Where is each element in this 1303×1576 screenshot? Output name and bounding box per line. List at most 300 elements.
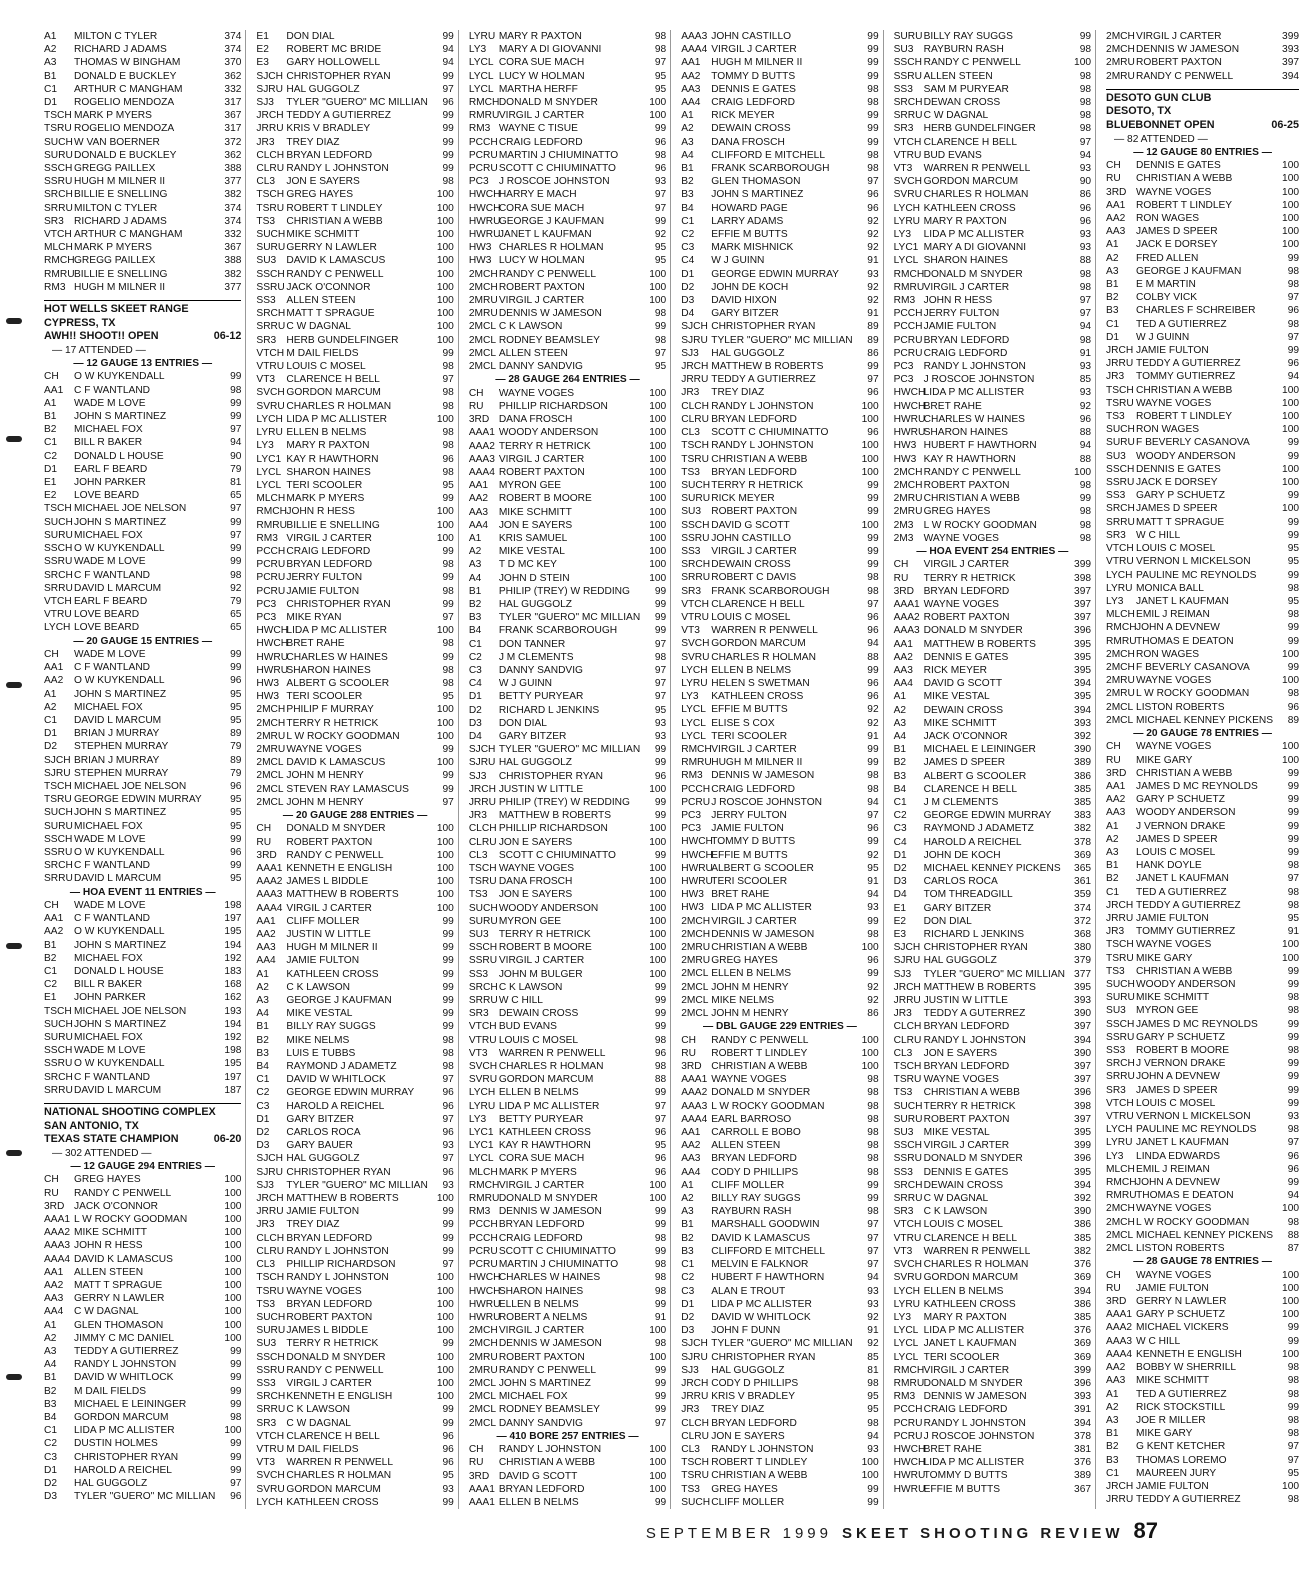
class-code: JRRU [1106, 1494, 1134, 1506]
shooter-name: CHRISTOPHER RYAN [498, 770, 603, 782]
score: 100 [436, 717, 454, 729]
attendance: — 82 ATTENDED — [1114, 133, 1208, 145]
score: 397 [1074, 585, 1092, 597]
score: 99 [1287, 1097, 1300, 1109]
shooter-name: JAMES D SPEER [1136, 503, 1218, 515]
shooter-name: DAVID W WHITLOCK [286, 1074, 386, 1086]
class-code: A1 [44, 397, 57, 409]
shooter-name: MELVIN E FALKNOR [711, 1259, 809, 1271]
result-row [681, 439, 878, 452]
shooter-name: MARK P MYERS [498, 1166, 577, 1178]
result-row [44, 806, 241, 819]
shooter-name: RANDY L JOHNSTON [711, 1443, 814, 1455]
class-code: B1 [44, 1372, 57, 1384]
result-row [44, 70, 241, 83]
class-code: E1 [256, 31, 269, 42]
shooter-name: DONALD M SNYDER [923, 1153, 1023, 1165]
result-row [256, 360, 453, 373]
result-row [1106, 1388, 1299, 1401]
shooter-name: GORDON MARCUM [74, 1412, 169, 1424]
result-row [44, 175, 241, 188]
score: 93 [867, 268, 879, 280]
class-code: SSCH [256, 268, 285, 280]
result-row [681, 585, 878, 598]
shooter-name: RAYBURN RASH [923, 44, 1004, 56]
class-code: SJRU [681, 1351, 708, 1363]
result-row [894, 56, 1091, 69]
score: 65 [230, 490, 242, 502]
result-row [469, 941, 666, 954]
score: 89 [1287, 714, 1300, 726]
class-code: JR3 [681, 387, 700, 399]
results-column [1102, 30, 1303, 1509]
score: 100 [649, 929, 667, 941]
shooter-name: JOHN M BULGER [498, 968, 583, 980]
score: 92 [867, 1311, 879, 1323]
result-row [894, 558, 1091, 571]
shooter-name: KENNETH E ENGLISH [286, 1391, 393, 1403]
shooter-name: SHARON HAINES [923, 255, 1008, 267]
result-row [256, 1034, 453, 1047]
class-code: 2MCL [681, 1008, 709, 1020]
score: 99 [1287, 1335, 1300, 1347]
shooter-name: JAMES D MC REYNOLDS [1136, 1018, 1258, 1030]
result-row [44, 899, 241, 912]
score: 100 [436, 1311, 454, 1323]
class-code: C2 [44, 450, 58, 462]
class-code: SR3 [893, 1206, 914, 1218]
result-row [1106, 186, 1299, 199]
result-row [469, 1364, 666, 1377]
shooter-name: RANDY L JOHNSTON [286, 163, 389, 175]
score: 100 [649, 836, 667, 848]
score: 99 [442, 149, 454, 161]
shooter-name: DENNIS W JAMESON [1136, 44, 1240, 56]
shooter-name: LOVE BEARD [74, 490, 140, 502]
result-row [469, 1139, 666, 1152]
result-row [256, 611, 453, 624]
score: 99 [442, 942, 454, 954]
shooter-name: E M MARTIN [1136, 279, 1196, 291]
result-row [681, 1271, 878, 1284]
result-row [1106, 1374, 1299, 1387]
result-row [256, 254, 453, 267]
shooter-name: MARK P MYERS [74, 110, 152, 122]
shooter-name: WAYNE VOGES [498, 863, 575, 874]
result-row [1106, 318, 1299, 331]
shooter-name: DONALD M SNYDER [923, 268, 1023, 280]
result-row [681, 967, 878, 980]
score: 97 [442, 1113, 454, 1125]
score: 99 [230, 556, 242, 568]
score: 97 [1287, 292, 1300, 304]
shooter-name: ELLEN B NELMS [286, 427, 367, 439]
score: 98 [442, 427, 454, 439]
score: 100 [861, 466, 879, 478]
score: 99 [230, 1359, 242, 1371]
shooter-name: WADE M LOVE [74, 397, 146, 409]
result-row [894, 175, 1091, 188]
shooter-name: MARY A DI GIOVANNI [923, 242, 1027, 254]
shooter-name: JAMES L BIDDLE [286, 1325, 369, 1337]
score: 98 [1079, 44, 1092, 56]
shooter-name: WAYNE VOGES [1136, 186, 1212, 198]
shooter-name: GORDON MARCUM [498, 1074, 594, 1086]
score: 98 [1079, 506, 1092, 518]
score: 100 [861, 453, 879, 465]
class-code: D1 [44, 728, 58, 740]
score: 99 [230, 371, 242, 383]
class-code: SSCH [1106, 463, 1135, 475]
shooter-name: WOODY ANDERSON [498, 427, 599, 439]
score: 96 [442, 1100, 454, 1112]
score: 95 [867, 1404, 879, 1416]
shooter-name: SCOTT C CHIUMINATTO [498, 163, 616, 175]
class-code: 2MCL [1106, 701, 1134, 713]
shooter-name: DONALD E BUCKLEY [74, 149, 177, 161]
shooter-name: WAYNE VOGES [498, 387, 575, 399]
result-row [256, 492, 453, 505]
shooter-name: MARY A DI GIOVANNI [498, 44, 602, 56]
class-code: MLCH [1106, 609, 1135, 621]
shooter-name: ALBERT G SCOOLER [286, 677, 390, 689]
score: 95 [654, 361, 667, 373]
result-row [681, 1377, 878, 1390]
result-row [1106, 833, 1299, 846]
shooter-name: TEDDY A GUTIERREZ [711, 374, 816, 386]
shooter-name: CHRISTIAN A WEBB [923, 1087, 1020, 1099]
result-row [1106, 199, 1299, 212]
class-code: HWRU [893, 1483, 926, 1495]
result-row [469, 1152, 666, 1165]
score: 95 [1287, 543, 1300, 555]
class-code: B3 [681, 1245, 694, 1257]
score: 94 [442, 44, 454, 56]
score: 391 [1074, 1404, 1092, 1416]
result-row [894, 466, 1091, 479]
score: 99 [1287, 345, 1300, 357]
class-code: AAA4 [256, 902, 283, 914]
class-code: CH [44, 1174, 59, 1186]
result-row [469, 281, 666, 294]
class-code: HW3 [468, 242, 492, 254]
class-code: CH [1106, 1269, 1121, 1281]
shooter-name: CHARLES R HOLMAN [711, 651, 816, 663]
class-code: LY3 [256, 440, 274, 452]
score: 99 [230, 860, 242, 872]
result-row [256, 268, 453, 281]
shooter-name: MARY R PAXTON [286, 440, 370, 452]
result-row [44, 1305, 241, 1318]
score: 96 [230, 675, 242, 687]
shooter-name: ELLEN B NELMS [498, 1087, 579, 1099]
shooter-name: TYLER "GUERO" MC MILLIAN [286, 1179, 428, 1191]
class-code: PCRU [468, 163, 498, 175]
score: 98 [654, 31, 667, 42]
score: 100 [436, 1391, 454, 1403]
result-row [44, 674, 241, 687]
shooter-name: MIKE GARY [1136, 754, 1193, 766]
score: 100 [649, 1179, 667, 1191]
shooter-name: WAYNE VOGES [1136, 675, 1212, 687]
shooter-name: TOMMY D BUTTS [711, 70, 796, 82]
shooter-name: GEORGE J KAUFMAN [1136, 265, 1242, 277]
shooter-name: MIKE VESTAL [498, 546, 565, 558]
score: 100 [649, 110, 667, 122]
score: 97 [1287, 1454, 1300, 1466]
class-code: D4 [468, 730, 482, 742]
score: 100 [1282, 1296, 1300, 1308]
class-code: CH [893, 559, 909, 571]
result-row [469, 466, 666, 479]
shooter-name: MICHAEL JOE NELSON [74, 1005, 187, 1017]
score: 95 [230, 807, 242, 819]
shooter-name: RANDY C PENWELL [74, 1187, 172, 1199]
score: 97 [1079, 295, 1092, 307]
result-row [681, 717, 878, 730]
class-code: RMRU [893, 1377, 925, 1389]
score: 99 [654, 1364, 667, 1376]
score: 99 [442, 1404, 454, 1416]
class-code: B4 [256, 1061, 269, 1073]
result-row [1106, 529, 1299, 542]
class-code: 2MCL [468, 1417, 496, 1429]
shooter-name: GEORGE EDWIN MURRAY [74, 794, 202, 806]
result-row [44, 978, 241, 991]
class-code: SURU [893, 1113, 923, 1125]
class-code: HW3 [681, 902, 704, 914]
result-row [1106, 846, 1299, 859]
result-row [256, 1047, 453, 1060]
class-code: 3RD [681, 1061, 702, 1073]
shooter-name: J M CLEMENTS [923, 796, 999, 808]
class-code: HWCH [893, 1443, 926, 1455]
class-code: TSRU [1106, 952, 1134, 964]
shooter-name: L W ROCKY GOODMAN [286, 730, 400, 742]
score: 100 [649, 1193, 667, 1205]
shooter-name: GERRY N LAWLER [286, 242, 377, 254]
result-row [469, 109, 666, 122]
result-row [469, 1205, 666, 1218]
result-row [1106, 952, 1299, 965]
result-row [681, 492, 878, 505]
shooter-name: DEWAIN CROSS [711, 559, 791, 571]
shooter-name: JAMES D MC REYNOLDS [1136, 780, 1258, 792]
shooter-name: RODNEY BEAMSLEY [498, 1404, 600, 1416]
score: 99 [1287, 516, 1300, 528]
score: 98 [1079, 268, 1092, 280]
shooter-name: C K LAWSON [923, 1206, 988, 1218]
class-code: B1 [468, 585, 482, 597]
shooter-name: JERRY FULTON [923, 308, 1000, 320]
class-code: LYCL [468, 57, 494, 69]
result-row [44, 793, 241, 806]
result-row [469, 492, 666, 505]
result-row [894, 875, 1091, 888]
event-name: BLUEBONNET OPEN [1106, 119, 1215, 131]
score: 98 [442, 361, 454, 373]
score: 98 [867, 1127, 879, 1139]
shooter-name: JACK O'CONNOR [74, 1200, 159, 1212]
result-row [469, 294, 666, 307]
score: 99 [442, 995, 454, 1007]
shooter-name: VIRGIL J CARTER [923, 281, 1010, 293]
shooter-name: VIRGIL J CARTER [286, 532, 372, 544]
score: 97 [867, 1219, 879, 1231]
gauge-subheading: — 28 GAUGE 78 ENTRIES — [1133, 1256, 1272, 1268]
shooter-name: RANDY C PENWELL [498, 1364, 596, 1376]
score: 100 [649, 480, 667, 492]
class-code: 2MCL [1106, 1229, 1134, 1241]
result-row [1106, 608, 1299, 621]
shooter-name: DENNIS W JAMESON [711, 770, 815, 782]
result-row [681, 281, 878, 294]
score: 100 [1282, 397, 1300, 409]
result-row [44, 688, 241, 701]
class-code: AAA4 [681, 1113, 708, 1125]
shooter-name: WAYNE VOGES [711, 1074, 787, 1086]
class-code: AAA3 [681, 1100, 708, 1112]
class-code: SURU [893, 31, 923, 42]
result-row [469, 1298, 666, 1311]
shooter-name: VIRGIL J CARTER [711, 44, 797, 56]
score: 395 [1074, 651, 1092, 663]
score: 96 [1079, 413, 1092, 425]
class-code: VTCH [44, 595, 72, 607]
shooter-name: GORDON MARCUM [923, 1272, 1019, 1284]
score: 395 [1074, 691, 1092, 703]
shooter-name: WADE M LOVE [74, 1045, 146, 1057]
shooter-name: MICHAEL E LEININGER [74, 1398, 187, 1410]
shooter-name: C F WANTLAND [74, 1071, 151, 1083]
result-row [469, 1060, 666, 1073]
shooter-name: CHARLES W HAINES [923, 413, 1025, 425]
class-code: CLRU [681, 413, 709, 425]
class-code: TSRU [256, 1285, 285, 1297]
score: 100 [649, 942, 667, 954]
shooter-name: L W ROCKY GOODMAN [711, 1100, 825, 1112]
result-row [1106, 621, 1299, 634]
result-row [1106, 331, 1299, 344]
shooter-name: HUGH M MILNER II [286, 942, 378, 954]
shooter-name: RICHARD L JENKINS [498, 704, 600, 716]
page-number: 87 [1133, 1518, 1158, 1543]
result-row [681, 1456, 878, 1469]
class-code: C3 [681, 242, 695, 254]
event-title [44, 1133, 241, 1147]
result-row [1106, 1242, 1299, 1255]
class-code: SURU [256, 242, 286, 254]
score: 382 [1074, 1245, 1092, 1257]
result-row [44, 1187, 241, 1200]
class-code: SUCH [681, 1496, 711, 1508]
score: 99 [442, 770, 454, 782]
score: 81 [230, 477, 242, 489]
shooter-name: CHRISTOPHER RYAN [74, 1451, 179, 1463]
score: 96 [1287, 358, 1300, 370]
result-row [1106, 687, 1299, 700]
class-code: 2MRU [893, 493, 923, 505]
class-code: SSCH [893, 1140, 922, 1152]
score: 100 [436, 1325, 454, 1337]
result-row [894, 1179, 1091, 1192]
shooter-name: VIRGIL J CARTER [498, 110, 585, 122]
shooter-name: BOBBY W SHERRILL [1136, 1362, 1237, 1374]
shooter-name: HUGH M MILNER II [74, 176, 166, 188]
class-code: LYCL [681, 730, 706, 742]
result-row [681, 822, 878, 835]
shooter-name: BRYAN LEDFORD [923, 1061, 1010, 1073]
result-row [44, 569, 241, 582]
class-code: AA1 [44, 662, 64, 674]
class-code: PC3 [893, 374, 914, 386]
class-code: AAA3 [44, 1240, 71, 1252]
result-row [894, 1469, 1091, 1482]
result-row [1106, 450, 1299, 463]
class-code: SS3 [256, 1377, 276, 1389]
class-code: CH [44, 371, 59, 383]
score: 98 [867, 163, 879, 175]
class-code: 2MCH [1106, 1203, 1135, 1215]
result-row [894, 1113, 1091, 1126]
score: 98 [1079, 83, 1092, 95]
shooter-name: JAMIE FULTON [1136, 1282, 1209, 1294]
result-row [44, 370, 241, 383]
class-code: 2MCL [1106, 1243, 1134, 1255]
score: 397 [1074, 1061, 1092, 1073]
score: 99 [442, 1338, 454, 1350]
shooter-name: JOHN DE KOCH [923, 849, 1001, 861]
score: 95 [654, 704, 667, 716]
score: 395 [1074, 981, 1092, 993]
result-row [469, 426, 666, 439]
class-code: AAA3 [468, 453, 495, 465]
result-row [469, 188, 666, 201]
shooter-name: CHRISTIAN A WEBB [923, 493, 1020, 505]
shooter-name: GLEN THOMASON [74, 1319, 164, 1331]
score: 393 [1282, 44, 1300, 56]
result-row [256, 756, 453, 769]
score: 99 [867, 1496, 879, 1508]
result-row [681, 637, 878, 650]
result-row [256, 1456, 453, 1469]
result-row [469, 994, 666, 1007]
result-row [681, 1126, 878, 1139]
shooter-name: JOHN S MARTINEZ [711, 189, 804, 201]
result-row [681, 862, 878, 875]
class-code: RU [1106, 173, 1121, 185]
class-code: VTCH [893, 136, 922, 148]
score: 390 [1074, 1008, 1092, 1020]
shooter-name: MICHAEL FOX [74, 424, 143, 436]
score: 92 [230, 582, 242, 594]
score: 100 [436, 215, 454, 227]
shooter-name: KATHLEEN CROSS [923, 202, 1016, 214]
class-code: SJRU [44, 767, 71, 779]
result-row [44, 608, 241, 621]
score: 100 [224, 1266, 242, 1278]
shooter-name: DUSTIN HOLMES [74, 1438, 158, 1450]
class-code: LYRU [681, 677, 708, 689]
result-row [1106, 43, 1299, 56]
shooter-name: RANDY C PENWELL [286, 1364, 384, 1376]
result-row [469, 1034, 666, 1047]
class-code: A2 [1106, 252, 1119, 264]
class-code: PCCH [893, 1404, 923, 1416]
shooter-name: EFFIE M BUTTS [923, 1483, 1001, 1495]
class-code: D3 [468, 717, 482, 729]
class-code: HWRU [468, 1298, 501, 1310]
